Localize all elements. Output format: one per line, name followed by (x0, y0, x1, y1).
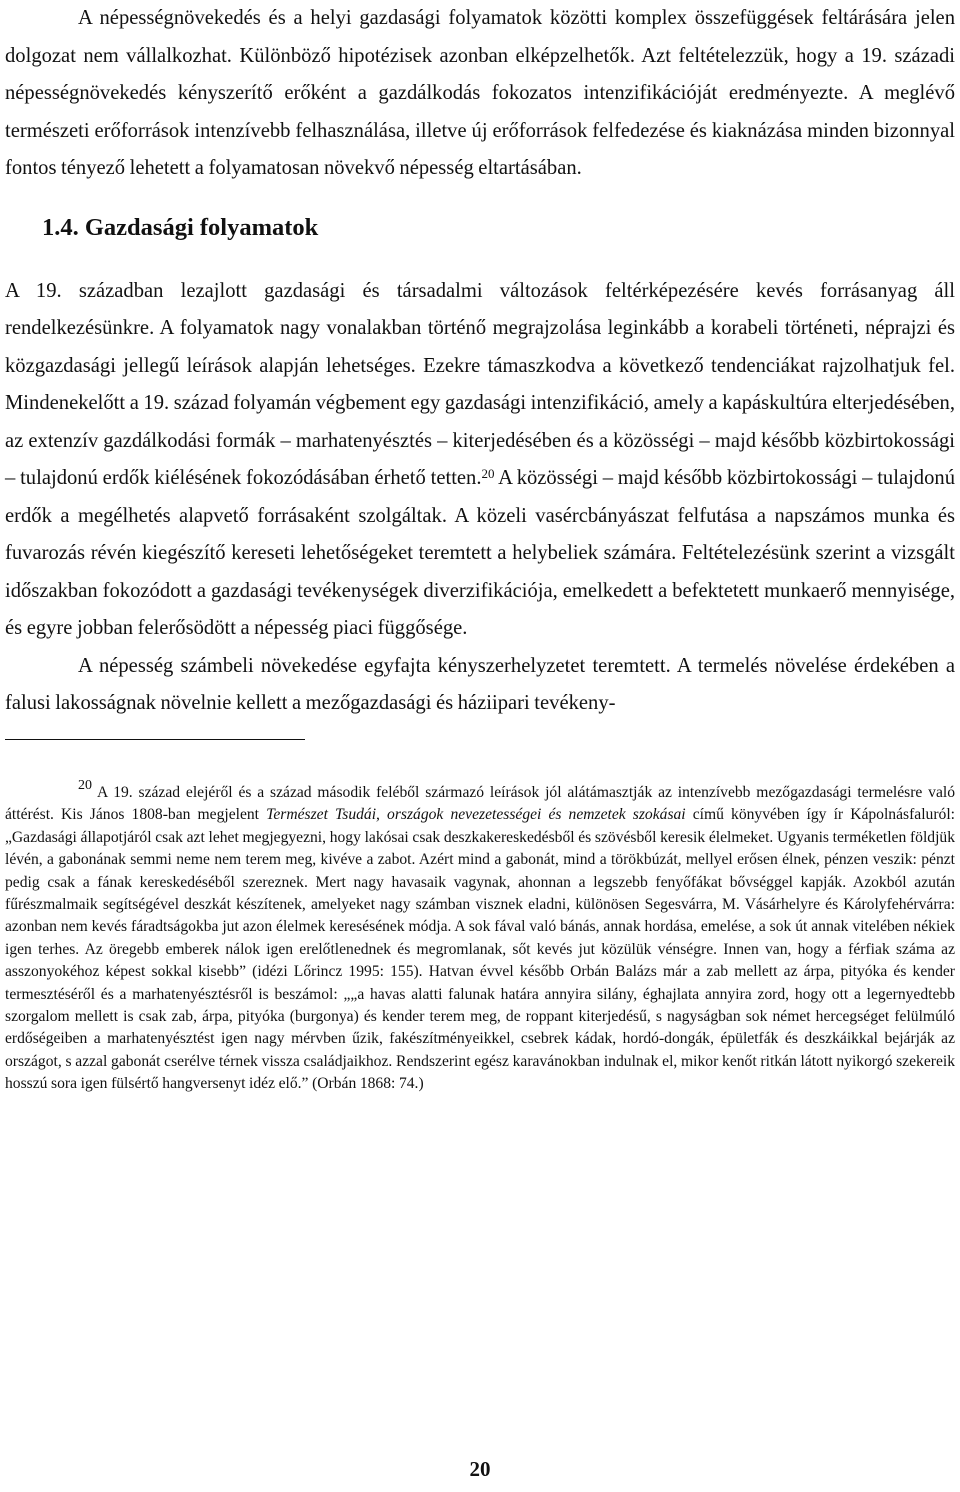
section-text (5, 273, 955, 723)
footnote-book-title: Természet Tsudái, országok nevezetességei és nemzetek szokásai (266, 806, 686, 824)
footnote (5, 778, 955, 1096)
footnote-text-1: A 19. század elejéről és a század második feléből származó leírások jól alátámasztják az intenzívebb mezőgazdasági termelésre való áttérést. Kis János 1808-ban megjelent (5, 784, 955, 824)
footnote-number: 20 (78, 778, 92, 794)
document-page (5, 0, 955, 1096)
intro-paragraph: A népességnövekedés és a helyi gazdasági folyamatok közötti komplex összefüggések feltárására jelen dolgozat nem vállalkozhat. Különböző hipotézisek azonban elképzelhetők. Azt feltételezzük, hogy a 19. századi népességnövekedés kényszerítő erőként a gazdálkodás fokozatos intenzifikációját eredményezte. A meglévő természeti erőforrások intenzívebb felhasználása, illetve új erőforrások felfedezése és kiaknázása minden bizonnyal fontos tényező lehetett a folyamatosan növekvő népesség eltartásában. (5, 7, 955, 179)
footnote-separator (5, 739, 305, 741)
section-paragraph-1-part-b: A közösségi – majd később közbirtokossági – tulajdonú erdők a megélhetés alapvető forrásaként szolgáltak. A közeli vasércbányászat felfutása a napszámos munka és fuvarozás révén kiegészítő kereseti lehetőségeket teremtett a helybeliek számára. Feltételezésünk szerint a vizsgált időszakban fokozódott a gazdasági tevékenységek diverzifikációja, emelkedett a befektetett munkaerő mennyisége, és egyre jobban felerősödött a népesség piaci függősége. (5, 467, 955, 639)
section-heading: 1.4. Gazdasági folyamatok (42, 213, 319, 241)
page-number: 20 (469, 1457, 491, 1481)
footnote-reference[interactable]: 20 (481, 465, 495, 481)
section-paragraph-1-part-a: A 19. században lezajlott gazdasági és társadalmi változások feltérképezésére kevés forrásanyag áll rendelkezésünkre. A folyamatok nagy vonalakban történő megrajzolása leginkább a korabeli történeti, néprajzi és közgazdasági jellegű leírások alapján lehetséges. Ezekre támaszkodva a következő tendenciákat rajzolhatjuk fel. Mindenekelőtt a 19. század folyamán végbement egy gazdasági intenzifikáció, amely a kapáskultúra elterjedésében, az extenzív gazdálkodási formák – marhatenyésztés – kiterjedésében és a közösségi – majd később közbirtokossági – tulajdonú erdők kiélésének fokozódásában érhető tetten. (5, 279, 955, 489)
section-paragraph-1 (5, 273, 955, 648)
footnote-text-2: című könyvében így ír Kápolnásfaluról: „Gazdasági állapotjáról csak azt lehet megjegyezni, hogy lakósai csak deszkakereskedésből és szövésből keresik élelmeket. Ugyanis terméketlen földjük lévén, a gabonának semmi neme nem terem meg, kivéve a zabot. Azért mind a gabonát, mind a törökbúzát, mellyel erősen élnek, pénzen veszik: pénzt pedig csak a fának kereskedéséből szereznek. Mert nagy havasaik vagynak, ahonnan a legszebb fenyőfákat bővséggel kapják. Azokból azután fűrészmalmaik segítségével deszkát készítenek, amelyeket nagy számban visznek eladni, különösen Segesvárra, M. Vásárhelyre és Károlyfehérvárra: azonban nem kevés fáradtságokba jut azon élelmek keresésének módja. A sok fával való bánás, annak hordása, emelése, a sok út annak vitelében nékiek igen terhes. Az öregebb emberek nálok igen erelőtlenednek és megromlanak, sőt kevés jut közülük vénségre. Innen van, hogy a férfiak száma az asszonyokéhoz képest sokkal kisebb” (idézi Lőrincz 1995: 155). Hatvan évvel később Orbán Balázs már a zab mellett az árpa, pityóka és kender termesztéséről és a marhatenyésztésről is beszámol: „„a havas alatti falunak határa annyira silány, éghajlata annyira zord, hogy ott a legernyedtebb szorgalom mellett is csak zab, árpa, pityóka (burgonya) és kender terem meg, de roppant kiterjedésű, s nagyságban sok német hercegséget felülmúló erdőségeiben a marhatenyésztést igen nagy mérvben űzik, fakészítményeikkel, csebrek kádak, hordó-dongák, épületfák és deszkáikkal bejárják az országot, s azzal gabonát cserélve térnek vissza családjaikhoz. Rendszerint egész karavánokban indulnak el, mikor kenőt ritkán látott nyikorgó szekereik hosszú sora igen fülsértő hangversenyt idéz elő.” (Orbán 1868: 74.) (5, 806, 955, 1093)
section-paragraph-2: A népesség számbeli növekedése egyfajta kényszerhelyzetet teremtett. A termelés növelése érdekében a falusi lakosságnak növelnie kellett a mezőgazdasági és háziipari tevékeny- (5, 654, 955, 714)
body-text (5, 0, 955, 723)
